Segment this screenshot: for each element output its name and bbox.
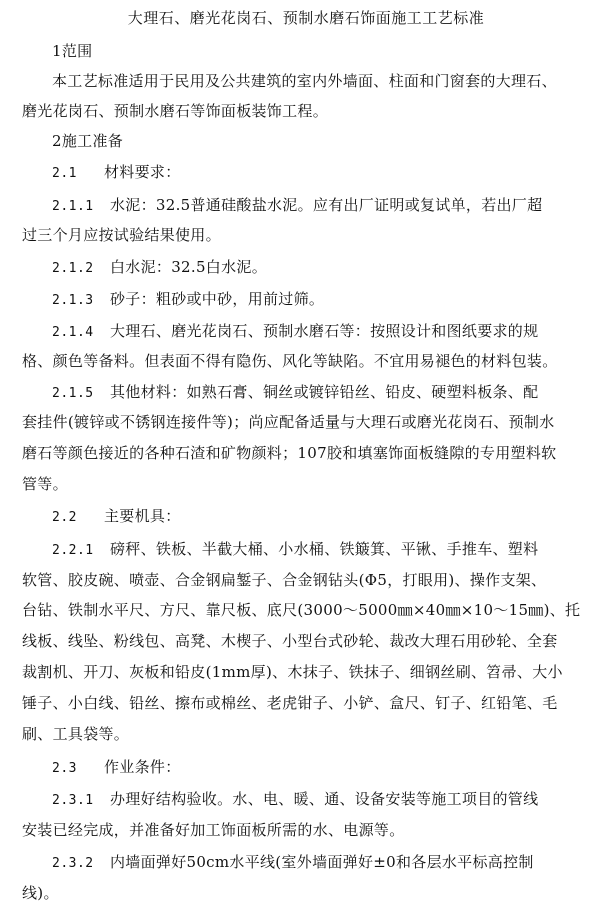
paragraph-line: 软管、胶皮碗、喷壶、合金钢扁錾子、合金钢钻头(Φ5，打眼用)、操作支架、: [22, 571, 547, 589]
clause-text: 办理好结构验收。水、电、暖、通、设备安装等施工项目的管线: [110, 790, 539, 808]
clause-line: [52, 756, 612, 780]
paragraph-line: 锤子、小白线、铅丝、擦布或棉丝、老虎钳子、小铲、盒尺、钉子、红铅笔、毛: [22, 694, 558, 712]
paragraph-line: 磨光花岗石、预制水磨石等饰面板装饰工程。: [22, 102, 329, 120]
clause-text: 大理石、磨光花岗石、预制水磨石等：按照设计和图纸要求的规: [110, 322, 539, 340]
clause-line: [52, 505, 612, 529]
paragraph-line: 过三个月应按试验结果使用。: [22, 226, 221, 244]
clause-line: [52, 161, 612, 185]
section-heading-scope: 1范围: [52, 42, 93, 60]
clause-number: 2.1.2: [52, 261, 94, 276]
paragraph-line: 管等。: [22, 475, 68, 493]
clause-number: 2.1: [52, 166, 77, 181]
clause-number: 2.1.4: [52, 325, 94, 340]
clause-line: [52, 538, 612, 562]
clause-line: [52, 788, 612, 812]
clause-text: 磅秤、铁板、半截大桶、小水桶、铁簸箕、平锹、手推车、塑料: [110, 540, 539, 558]
clause-text: 材料要求：: [104, 163, 181, 181]
clause-number: 2.2: [52, 510, 77, 525]
clause-line: [52, 320, 612, 344]
paragraph-line: 线)。: [22, 884, 59, 902]
clause-line: [52, 851, 612, 875]
paragraph-line: 安装已经完成，并准备好加工饰面板所需的水、电源等。: [22, 821, 405, 839]
clause-line: [52, 288, 612, 312]
clause-text: 主要机具：: [104, 507, 181, 525]
paragraph-line: 本工艺标准适用于民用及公共建筑的室内外墙面、柱面和门窗套的大理石、: [52, 72, 557, 90]
clause-line: [52, 194, 612, 218]
section-heading-preparation: 2施工准备: [52, 132, 124, 150]
clause-text: 水泥：32.5普通硅酸盐水泥。应有出厂证明或复试单，若出厂超: [110, 196, 543, 214]
paragraph-line: 刷、工具袋等。: [22, 725, 130, 743]
clause-text: 其他材料：如熟石膏、铜丝或镀锌铅丝、铅皮、硬塑料板条、配: [110, 383, 539, 401]
clause-line: [52, 381, 612, 405]
clause-number: 2.1.1: [52, 199, 94, 214]
paragraph-line: 磨石等颜色接近的各种石渣和矿物颜料；107胶和填塞饰面板缝隙的专用塑料软: [22, 444, 557, 462]
paragraph-line: 格、颜色等备料。但表面不得有隐伤、风化等缺陷。不宜用易褪色的材料包装。: [22, 352, 558, 370]
paragraph-line: 台钻、铁制水平尺、方尺、靠尺板、底尺(3000～5000㎜×40㎜×10～15㎜)、托: [22, 601, 581, 619]
clause-number: 2.2.1: [52, 543, 94, 558]
clause-number: 2.1.3: [52, 293, 94, 308]
clause-number: 2.3: [52, 761, 77, 776]
clause-text: 砂子：粗砂或中砂，用前过筛。: [110, 290, 325, 308]
paragraph-line: 套挂件(镀锌或不锈钢连接件等)；尚应配备适量与大理石或磨光花岗石、预制水: [22, 413, 555, 431]
clause-number: 2.3.1: [52, 793, 94, 808]
clause-text: 内墙面弹好50cm水平线(室外墙面弹好±0和各层水平标高控制: [110, 853, 534, 871]
paragraph-line: 裁割机、开刀、灰板和铅皮(1mm厚)、木抹子、铁抹子、细钢丝刷、笤帚、大小: [22, 663, 563, 681]
clause-text: 白水泥：32.5白水泥。: [110, 258, 267, 276]
clause-number: 2.3.2: [52, 856, 94, 871]
clause-line: [52, 256, 612, 280]
clause-number: 2.1.5: [52, 386, 94, 401]
clause-text: 作业条件：: [104, 758, 181, 776]
document-title: 大理石、磨光花岗石、预制水磨石饰面施工工艺标准: [127, 9, 485, 27]
paragraph-line: 线板、线坠、粉线包、高凳、木楔子、小型台式砂轮、裁改大理石用砂轮、全套: [22, 632, 558, 650]
